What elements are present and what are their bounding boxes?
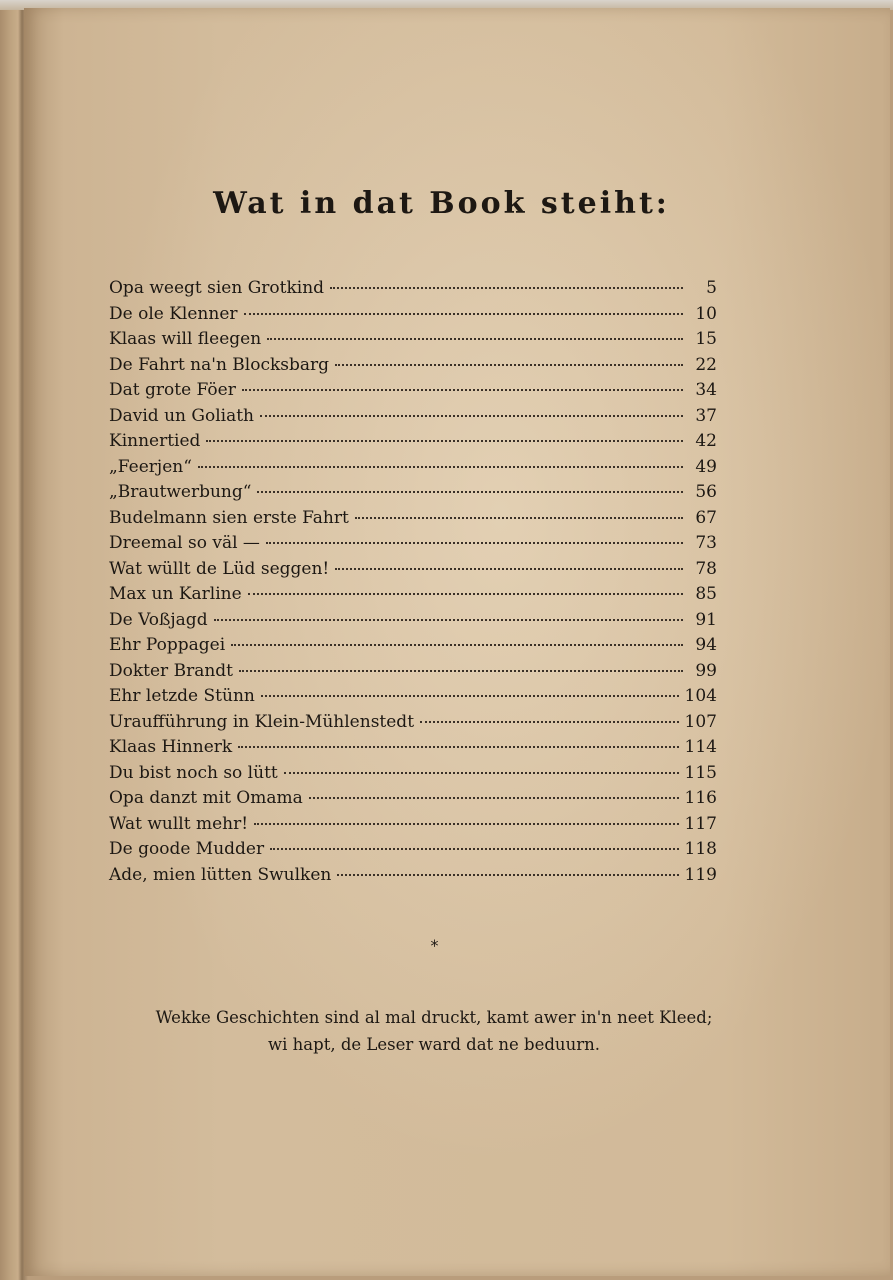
table-of-contents (109, 278, 717, 890)
toc-entry (109, 788, 717, 814)
toc-entry-page: 56 (695, 482, 717, 502)
toc-entry (109, 457, 717, 483)
toc-leader-dots (257, 491, 683, 493)
book-page (24, 8, 890, 1276)
toc-entry-page: 67 (695, 507, 717, 528)
toc-leader-dots (335, 364, 683, 366)
toc-entry-title: „Feerjen“ (109, 456, 192, 477)
toc-entry-title: De ole Klenner (109, 303, 238, 324)
toc-leader-dots (260, 415, 683, 417)
toc-entry-page: 49 (695, 456, 717, 477)
toc-leader-dots (238, 746, 678, 748)
toc-entry-page: 5 (706, 278, 717, 298)
toc-leader-dots (206, 440, 683, 442)
toc-entry-title: Dreemal so väl — (109, 533, 260, 553)
toc-leader-dots (248, 593, 683, 595)
toc-leader-dots (337, 874, 678, 876)
toc-leader-dots (330, 287, 683, 289)
toc-entry (109, 431, 717, 457)
toc-entry (109, 482, 717, 508)
toc-entry-page: 117 (684, 813, 717, 834)
toc-entry-title: Wat wullt mehr! (109, 813, 249, 834)
toc-entry (109, 737, 717, 763)
toc-leader-dots (231, 644, 683, 646)
toc-entry-title: Klaas Hinnerk (109, 737, 233, 757)
toc-entry-title: Kinnertied (109, 431, 201, 451)
page-title: Wat in dat Book steiht: (213, 186, 670, 221)
toc-leader-dots (420, 721, 679, 723)
toc-entry-page: 114 (684, 737, 717, 757)
toc-entry (109, 355, 717, 381)
toc-entry-page: 34 (695, 380, 717, 400)
toc-entry-page: 78 (695, 558, 717, 579)
toc-entry-title: Dat grote Föer (109, 380, 236, 400)
toc-leader-dots (267, 338, 683, 340)
toc-leader-dots (244, 313, 683, 315)
toc-leader-dots (254, 823, 678, 825)
toc-entry (109, 533, 717, 559)
toc-leader-dots (309, 797, 679, 799)
toc-entry-page: 94 (695, 635, 717, 655)
toc-entry-title: Budelmann sien erste Fahrt (109, 507, 349, 528)
toc-leader-dots (355, 517, 683, 519)
toc-entry (109, 763, 717, 789)
toc-entry (109, 380, 717, 406)
toc-leader-dots (239, 670, 683, 672)
toc-entry-page: 118 (684, 839, 717, 859)
toc-entry (109, 686, 717, 712)
toc-leader-dots (284, 772, 679, 774)
toc-entry-title: David un Goliath (109, 405, 254, 426)
toc-entry-page: 99 (695, 660, 717, 681)
toc-entry-page: 91 (695, 609, 717, 630)
toc-entry-title: Ehr Poppagei (109, 635, 226, 655)
toc-entry-page: 115 (684, 762, 717, 783)
toc-entry-page: 10 (695, 303, 717, 324)
toc-entry (109, 712, 717, 738)
toc-leader-dots (242, 389, 683, 391)
toc-entry (109, 278, 717, 304)
toc-entry (109, 661, 717, 687)
toc-entry-page: 116 (684, 788, 717, 808)
toc-entry-page: 42 (695, 431, 717, 451)
toc-leader-dots (261, 695, 679, 697)
footnote-line-1: Wekke Geschichten sind al mal druckt, kamt awer in'n neet Kleed; (155, 1008, 713, 1027)
toc-entry-title: „Brautwerbung“ (109, 482, 252, 502)
toc-entry-title: Uraufführung in Klein-Mühlenstedt (109, 711, 415, 732)
toc-entry (109, 814, 717, 840)
toc-leader-dots (335, 568, 683, 570)
toc-entry (109, 610, 717, 636)
toc-leader-dots (266, 542, 683, 544)
toc-entry (109, 635, 717, 661)
toc-leader-dots (270, 848, 678, 850)
footnote-line-2: wi hapt, de Leser ward dat ne beduurn. (268, 1035, 600, 1054)
toc-entry (109, 508, 717, 534)
toc-entry-page: 107 (684, 711, 717, 732)
toc-entry-title: Max un Karline (109, 584, 242, 604)
footnote (84, 1004, 784, 1058)
toc-entry-page: 104 (684, 686, 717, 706)
toc-entry (109, 865, 717, 891)
toc-leader-dots (198, 466, 683, 468)
toc-entry-page: 73 (695, 533, 717, 553)
toc-entry (109, 406, 717, 432)
ornament-star: * (430, 936, 439, 955)
toc-entry-title: Du bist noch so lütt (109, 762, 278, 783)
toc-entry-page: 85 (695, 584, 717, 604)
toc-entry-title: Wat wüllt de Lüd seggen! (109, 558, 330, 579)
toc-leader-dots (214, 619, 683, 621)
toc-entry-title: De Voßjagd (109, 609, 208, 630)
toc-entry-title: De goode Mudder (109, 839, 265, 859)
toc-entry (109, 329, 717, 355)
toc-entry-title: Opa weegt sien Grotkind (109, 278, 325, 298)
toc-entry (109, 584, 717, 610)
toc-entry-title: Ehr letzde Stünn (109, 686, 255, 706)
toc-entry-page: 22 (695, 354, 717, 375)
toc-entry-title: Opa danzt mit Omama (109, 788, 303, 808)
toc-entry-page: 119 (684, 864, 717, 885)
toc-entry (109, 839, 717, 865)
toc-entry-title: Klaas will fleegen (109, 329, 262, 349)
toc-entry-page: 37 (695, 405, 717, 426)
toc-entry-title: Ade, mien lütten Swulken (109, 864, 332, 885)
toc-entry-page: 15 (695, 329, 717, 349)
toc-entry-title: De Fahrt na'n Blocksbarg (109, 354, 330, 375)
toc-entry (109, 559, 717, 585)
toc-entry-title: Dokter Brandt (109, 660, 234, 681)
toc-entry (109, 304, 717, 330)
